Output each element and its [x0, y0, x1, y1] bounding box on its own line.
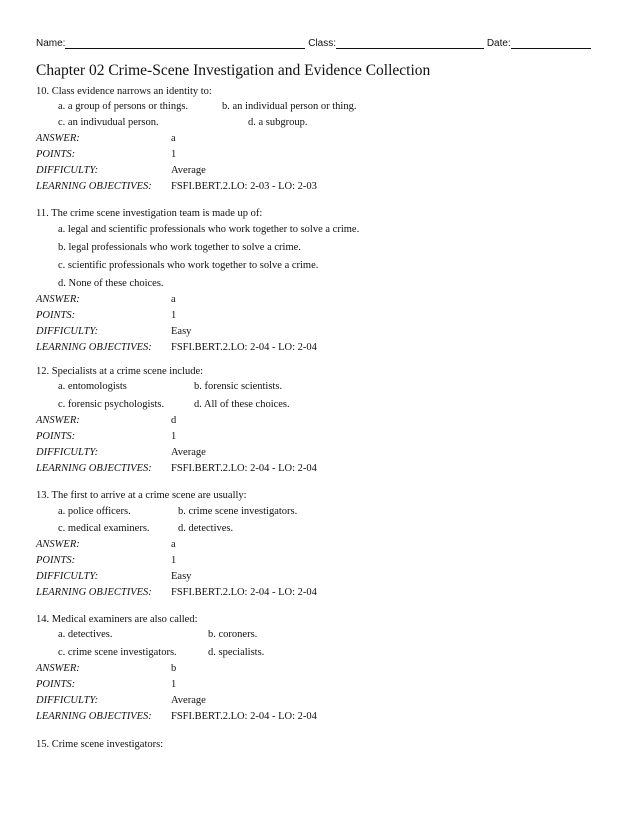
chapter-title: Chapter 02 Crime-Scene Investigation and Evidence Collection [36, 62, 431, 79]
objectives-row: LEARNING OBJECTIVES: FSFI.BERT.2.LO: 2-03 - LO: 2-03 [36, 181, 317, 192]
option-b: b. an individual person or thing. [222, 101, 357, 112]
date-label: Date: [486, 38, 511, 49]
objectives-row: LEARNING OBJECTIVES: FSFI.BERT.2.LO: 2-04 - LO: 2-04 [36, 587, 317, 598]
points-row: POINTS: 1 [36, 555, 177, 566]
question-stem: 10. Class evidence narrows an identity to: [36, 86, 212, 97]
question-stem: 13. The first to arrive at a crime scene are usually: [36, 490, 247, 501]
option-c: c. an indivudual person. [58, 117, 159, 128]
option-d: d. All of these choices. [194, 399, 290, 410]
option-d: d. a subgroup. [248, 117, 308, 128]
difficulty-row: DIFFICULTY: Average [36, 447, 206, 458]
option-c: c. medical examiners. [58, 523, 150, 534]
option-c: c. crime scene investigators. [58, 647, 177, 658]
objectives-row: LEARNING OBJECTIVES: FSFI.BERT.2.LO: 2-04 - LO: 2-04 [36, 463, 317, 474]
answer-row: ANSWER: a [36, 294, 176, 305]
points-row: POINTS: 1 [36, 431, 177, 442]
answer-row: ANSWER: a [36, 539, 176, 550]
option-a: a. detectives. [58, 629, 113, 640]
option-d: d. None of these choices. [58, 278, 164, 289]
difficulty-row: DIFFICULTY: Average [36, 165, 206, 176]
class-blank [336, 38, 484, 49]
answer-row: ANSWER: a [36, 133, 176, 144]
option-d: d. detectives. [178, 523, 234, 534]
difficulty-row: DIFFICULTY: Average [36, 695, 206, 706]
question-stem: 15. Crime scene investigators: [36, 739, 164, 750]
objectives-row: LEARNING OBJECTIVES: FSFI.BERT.2.LO: 2-04 - LO: 2-04 [36, 711, 317, 722]
option-a: a. entomologists [58, 381, 127, 392]
option-c: c. scientific professionals who work together to solve a crime. [58, 260, 319, 271]
option-b: b. forensic scientists. [194, 381, 283, 392]
difficulty-row: DIFFICULTY: Easy [36, 326, 192, 337]
option-a: a. a group of persons or things. [58, 101, 189, 112]
option-b: b. coroners. [208, 629, 258, 640]
question-stem: 12. Specialists at a crime scene include: [36, 366, 204, 377]
option-b: b. legal professionals who work together to solve a crime. [58, 242, 301, 253]
points-row: POINTS: 1 [36, 679, 177, 690]
name-label: Name: [36, 38, 66, 49]
question-stem: 14. Medical examiners are also called: [36, 614, 198, 625]
option-a: a. police officers. [58, 506, 131, 517]
points-row: POINTS: 1 [36, 149, 177, 160]
date-blank [511, 38, 591, 49]
option-d: d. specialists. [208, 647, 265, 658]
option-b: b. crime scene investigators. [178, 506, 298, 517]
class-label: Class: [308, 38, 337, 49]
points-row: POINTS: 1 [36, 310, 177, 321]
option-c: c. forensic psychologists. [58, 399, 165, 410]
difficulty-row: DIFFICULTY: Easy [36, 571, 192, 582]
question-stem: 11. The crime scene investigation team is made up of: [36, 208, 263, 219]
student-info-header [36, 38, 606, 52]
option-a: a. legal and scientific professionals who work together to solve a crime. [58, 224, 360, 235]
answer-row: ANSWER: d [36, 415, 177, 426]
name-blank [65, 38, 305, 49]
objectives-row: LEARNING OBJECTIVES: FSFI.BERT.2.LO: 2-04 - LO: 2-04 [36, 342, 317, 353]
answer-row: ANSWER: b [36, 663, 177, 674]
